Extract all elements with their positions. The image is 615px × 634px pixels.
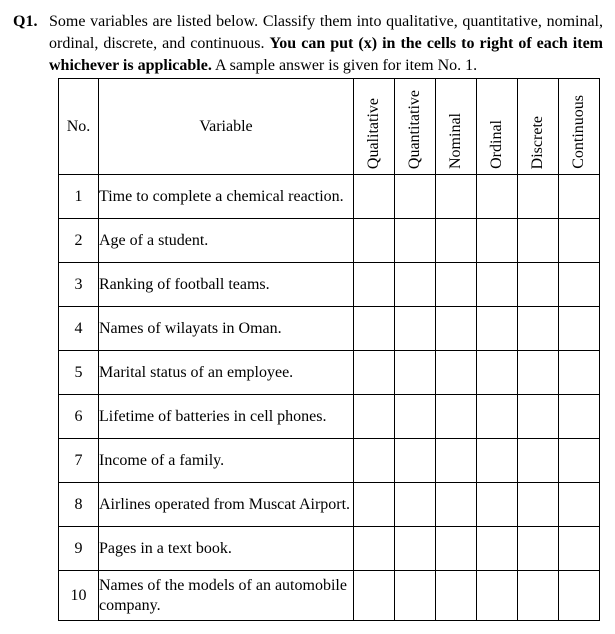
answer-cell-quantitative — [395, 175, 436, 219]
question-line-2-bold: You can put (x) in the cells to right of each item — [269, 35, 604, 52]
row-variable: Airlines operated from Muscat Airport. — [99, 483, 354, 527]
answer-cell-nominal — [436, 483, 477, 527]
answer-cell-nominal — [436, 307, 477, 351]
answer-cell-nominal — [436, 439, 477, 483]
answer-cell-quantitative — [395, 219, 436, 263]
answer-cell-ordinal — [477, 439, 518, 483]
answer-cell-continuous — [559, 219, 600, 263]
answer-cell-discrete — [518, 527, 559, 571]
answer-cell-qualitative — [354, 571, 395, 621]
answer-cell-continuous — [559, 263, 600, 307]
row-variable: Names of the models of an automobile company. — [99, 571, 354, 621]
header-no: No. — [59, 79, 99, 175]
answer-cell-qualitative — [354, 439, 395, 483]
answer-cell-discrete — [518, 571, 559, 621]
answer-cell-nominal — [436, 175, 477, 219]
row-number: 2 — [59, 219, 99, 263]
table-row — [59, 219, 600, 263]
answer-cell-quantitative — [395, 395, 436, 439]
row-number: 9 — [59, 527, 99, 571]
answer-cell-quantitative — [395, 307, 436, 351]
row-number: 8 — [59, 483, 99, 527]
answer-cell-qualitative — [354, 483, 395, 527]
table-row — [59, 175, 600, 219]
row-variable: Pages in a text book. — [99, 527, 354, 571]
answer-cell-ordinal — [477, 527, 518, 571]
header-continuous-label: Continuous — [570, 95, 587, 169]
row-variable: Ranking of football teams. — [99, 263, 354, 307]
question-line-2 — [49, 33, 603, 55]
header-quantitative-label: Quantitative — [406, 89, 423, 169]
header-continuous — [559, 79, 600, 175]
answer-cell-continuous — [559, 351, 600, 395]
table-row — [59, 307, 600, 351]
answer-cell-nominal — [436, 351, 477, 395]
header-discrete — [518, 79, 559, 175]
answer-cell-discrete — [518, 439, 559, 483]
answer-cell-discrete — [518, 483, 559, 527]
table-row — [59, 527, 600, 571]
answer-cell-continuous — [559, 483, 600, 527]
question-text — [49, 11, 603, 77]
answer-cell-nominal — [436, 527, 477, 571]
question-line-3 — [49, 55, 603, 77]
answer-cell-continuous — [559, 527, 600, 571]
answer-cell-quantitative — [395, 571, 436, 621]
row-variable: Age of a student. — [99, 219, 354, 263]
row-number: 3 — [59, 263, 99, 307]
answer-cell-continuous — [559, 571, 600, 621]
answer-cell-qualitative — [354, 527, 395, 571]
question-line-3-normal: A sample answer is given for item No. 1. — [214, 57, 478, 74]
answer-cell-discrete — [518, 263, 559, 307]
row-variable: Time to complete a chemical reaction. — [99, 175, 354, 219]
answer-cell-quantitative — [395, 439, 436, 483]
answer-cell-discrete — [518, 307, 559, 351]
question-line-3-bold: whichever is applicable. — [49, 57, 212, 74]
header-ordinal — [477, 79, 518, 175]
row-number: 7 — [59, 439, 99, 483]
question-number: Q1. — [13, 13, 38, 30]
header-ordinal-label: Ordinal — [488, 120, 505, 169]
header-qualitative-label: Qualitative — [365, 97, 382, 169]
row-number: 6 — [59, 395, 99, 439]
header-discrete-label: Discrete — [529, 115, 546, 169]
row-number: 1 — [59, 175, 99, 219]
table-row — [59, 351, 600, 395]
table-row — [59, 395, 600, 439]
answer-cell-discrete — [518, 395, 559, 439]
answer-cell-quantitative — [395, 263, 436, 307]
answer-cell-ordinal — [477, 483, 518, 527]
answer-cell-discrete — [518, 351, 559, 395]
classification-table — [58, 78, 600, 621]
answer-cell-nominal — [436, 571, 477, 621]
answer-cell-nominal — [436, 219, 477, 263]
row-variable: Names of wilayats in Oman. — [99, 307, 354, 351]
answer-cell-qualitative — [354, 395, 395, 439]
question-line-1-text: Some variables are listed below. Classify them into qualitative, quantitative, nominal, — [49, 13, 603, 30]
answer-cell-qualitative — [354, 263, 395, 307]
answer-cell-ordinal — [477, 571, 518, 621]
answer-cell-discrete — [518, 219, 559, 263]
answer-cell-continuous — [559, 439, 600, 483]
answer-cell-qualitative — [354, 219, 395, 263]
row-variable: Marital status of an employee. — [99, 351, 354, 395]
header-nominal — [436, 79, 477, 175]
question-line-1 — [49, 11, 603, 33]
header-variable: Variable — [99, 79, 354, 175]
row-number: 10 — [59, 571, 99, 621]
question-line-2-normal: ordinal, discrete, and continuous. — [49, 35, 265, 52]
answer-cell-ordinal — [477, 395, 518, 439]
header-qualitative — [354, 79, 395, 175]
row-variable: Income of a family. — [99, 439, 354, 483]
answer-cell-nominal — [436, 263, 477, 307]
row-number: 4 — [59, 307, 99, 351]
answer-cell-nominal — [436, 395, 477, 439]
table-row — [59, 483, 600, 527]
header-nominal-label: Nominal — [447, 113, 464, 169]
header-quantitative — [395, 79, 436, 175]
answer-cell-ordinal — [477, 307, 518, 351]
answer-cell-ordinal — [477, 351, 518, 395]
answer-cell-continuous — [559, 307, 600, 351]
table-header-row — [59, 79, 600, 175]
table-row — [59, 571, 600, 621]
answer-cell-continuous — [559, 395, 600, 439]
answer-cell-ordinal — [477, 219, 518, 263]
row-number: 5 — [59, 351, 99, 395]
answer-cell-qualitative — [354, 307, 395, 351]
answer-cell-quantitative — [395, 483, 436, 527]
answer-cell-qualitative — [354, 351, 395, 395]
answer-cell-ordinal — [477, 175, 518, 219]
answer-cell-quantitative — [395, 351, 436, 395]
answer-cell-discrete — [518, 175, 559, 219]
answer-cell-qualitative — [354, 175, 395, 219]
table-row — [59, 263, 600, 307]
table-row — [59, 439, 600, 483]
row-variable: Lifetime of batteries in cell phones. — [99, 395, 354, 439]
answer-cell-ordinal — [477, 263, 518, 307]
answer-cell-continuous — [559, 175, 600, 219]
answer-cell-quantitative — [395, 527, 436, 571]
